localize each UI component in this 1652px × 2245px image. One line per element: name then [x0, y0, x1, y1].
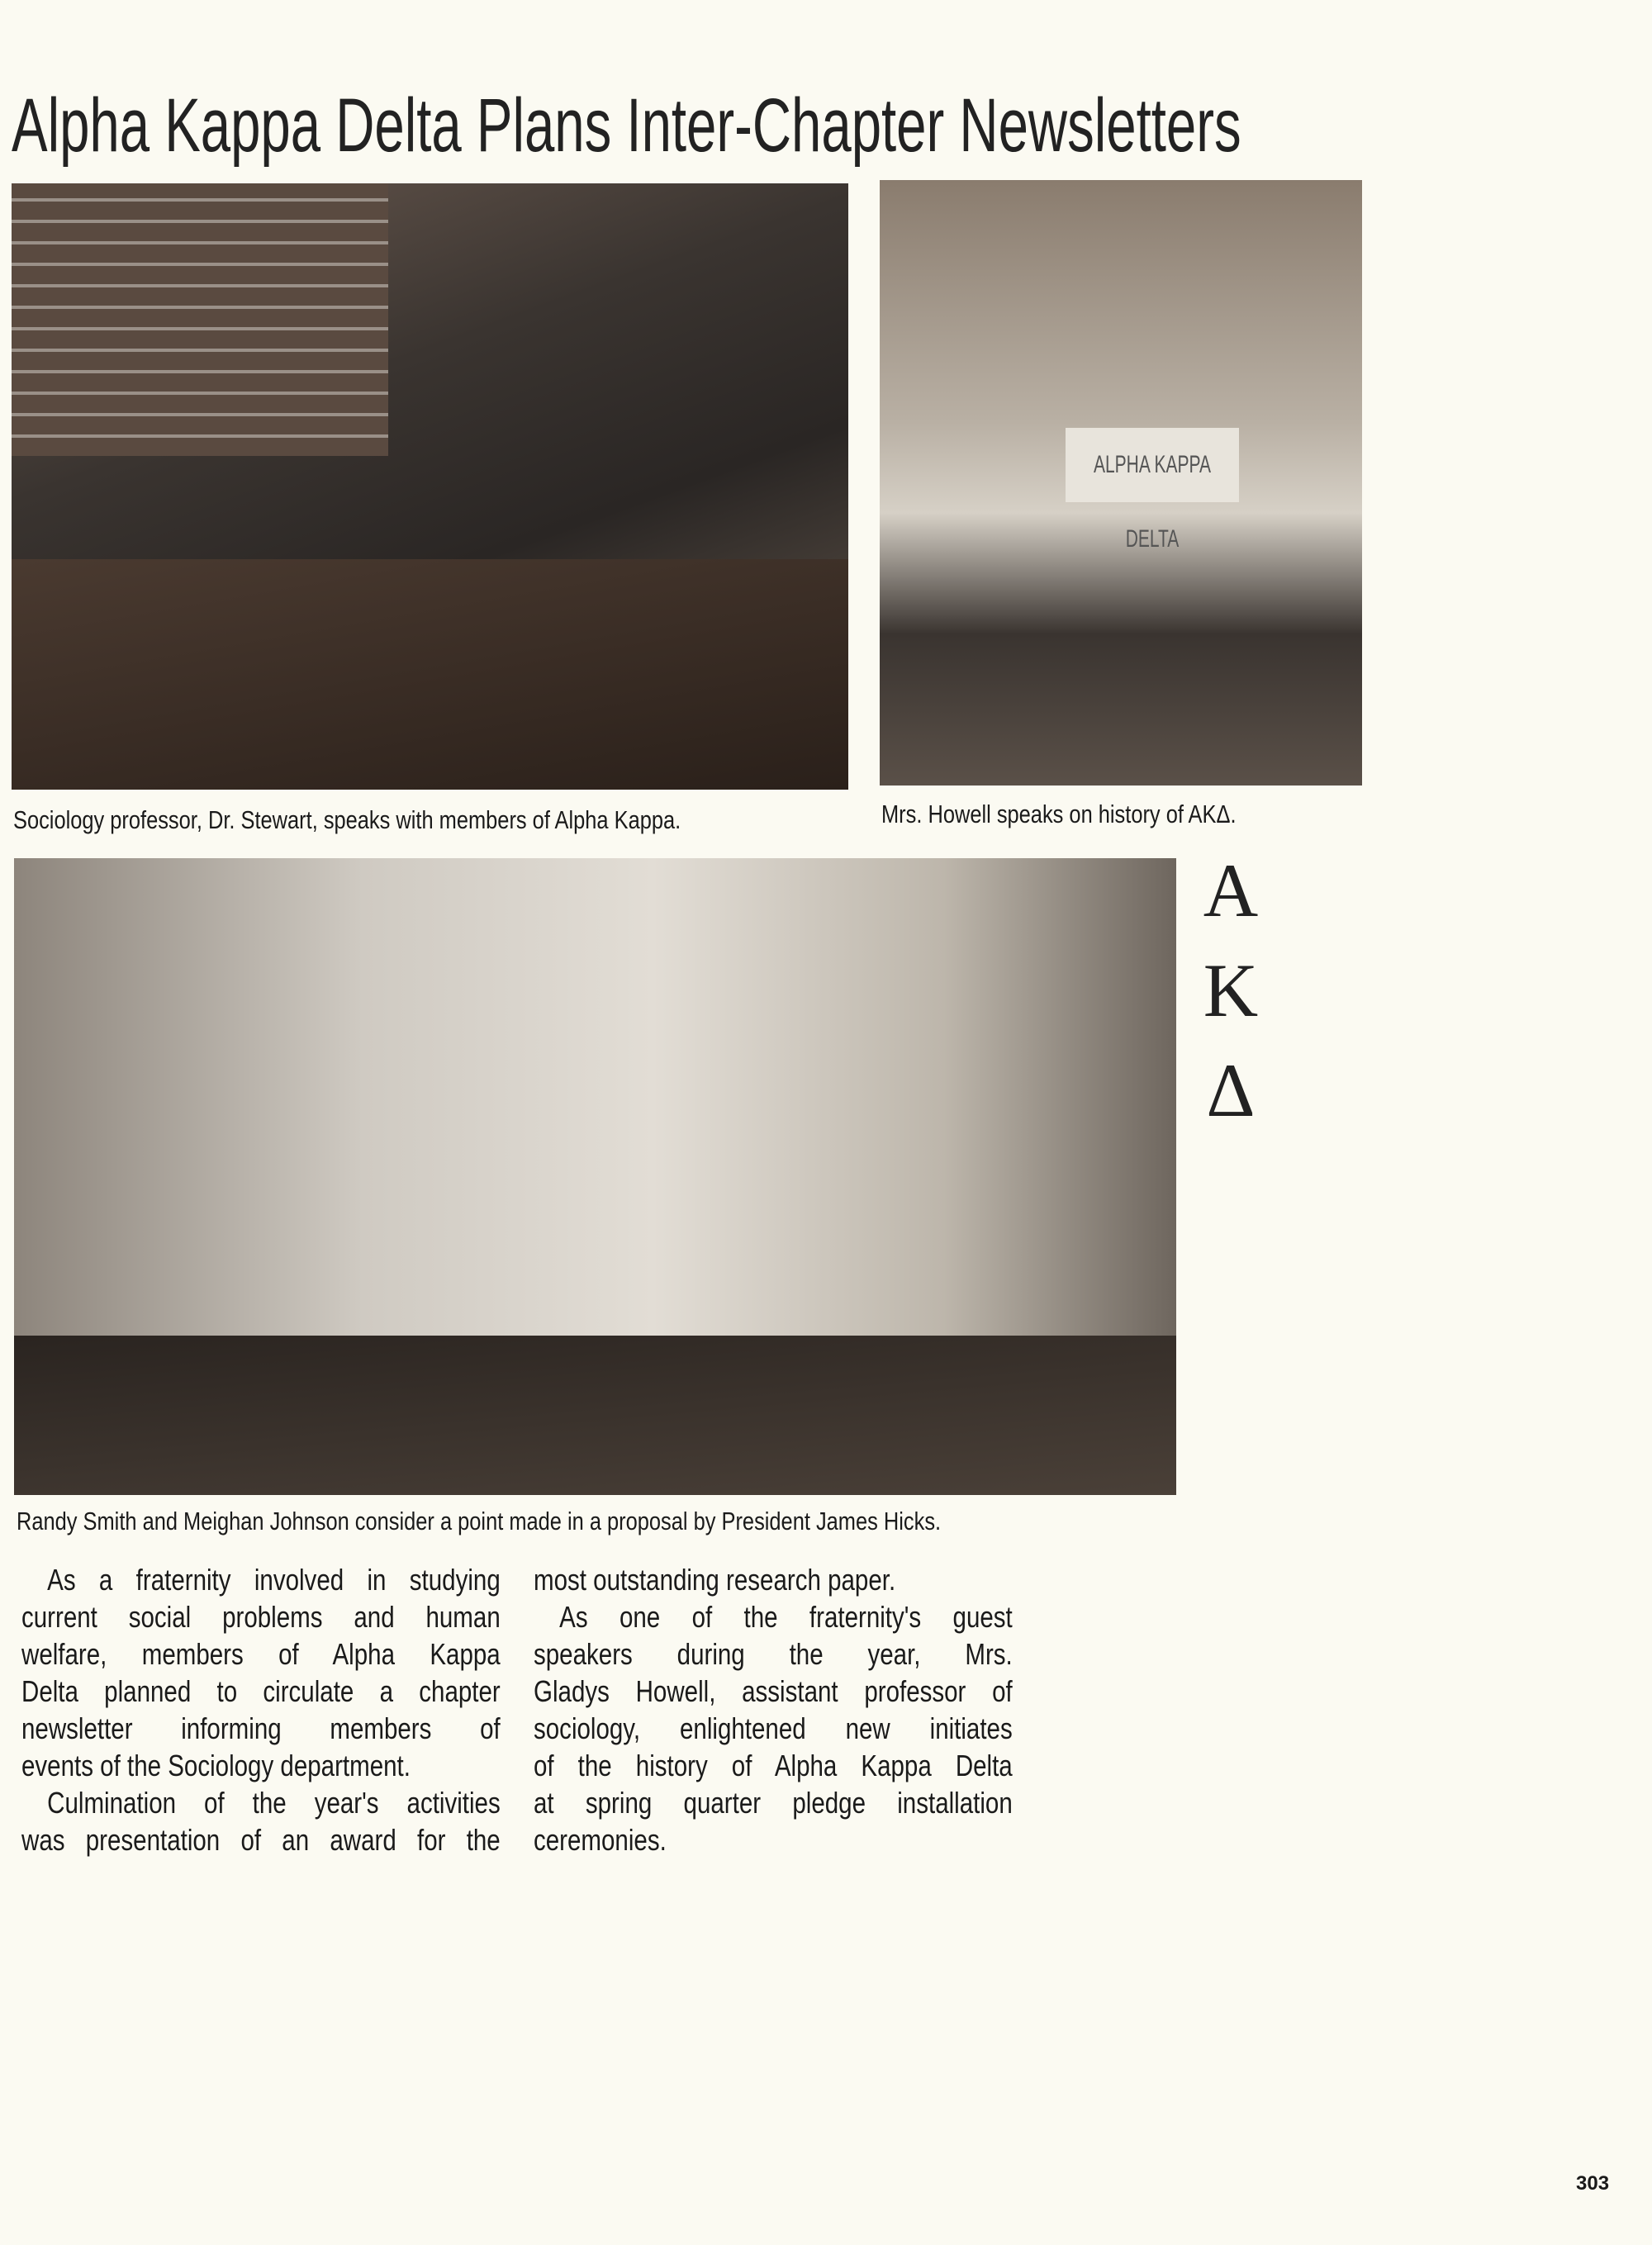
body-column-1: [21, 1561, 501, 1858]
body-line: events of the Sociology department.: [21, 1749, 411, 1782]
body-line: newsletter informing members of: [21, 1711, 501, 1745]
brick-wall: [12, 183, 388, 456]
photo-caption: Sociology professor, Dr. Stewart, speaks with members of Alpha Kappa.: [13, 805, 681, 834]
banner: ALPHA KAPPA DELTA: [1066, 428, 1239, 502]
body-line: ceremonies.: [534, 1823, 667, 1857]
greek-letter-kappa: K: [1203, 948, 1259, 1032]
photo-dr-stewart: [12, 183, 848, 790]
photo-mrs-howell: [880, 180, 1362, 786]
body-line: of the history of Alpha Kappa Delta: [534, 1749, 1013, 1782]
photo-caption: Mrs. Howell speaks on history of AKΔ.: [881, 800, 1237, 828]
body-line: As a fraternity involved in studying: [47, 1563, 501, 1597]
body-line: Delta planned to circulate a chapter: [21, 1674, 501, 1708]
body-line: Gladys Howell, assistant professor of: [534, 1674, 1013, 1708]
page-title: Alpha Kappa Delta Plans Inter-Chapter Newsletters: [12, 83, 1241, 168]
photo-randy-meighan-james: [14, 858, 1176, 1495]
page-number: 303: [1576, 2172, 1610, 2195]
table: [14, 1336, 1176, 1495]
table: [12, 559, 848, 790]
body-line: Culmination of the year's activities: [47, 1786, 501, 1820]
body-column-2: [534, 1561, 1013, 1858]
body-line: As one of the fraternity's guest: [559, 1600, 1013, 1634]
body-line: at spring quarter pledge installation: [534, 1786, 1013, 1820]
body-line: current social problems and human: [21, 1600, 501, 1634]
body-line: sociology, enlightened new initiates: [534, 1711, 1013, 1745]
body-line: welfare, members of Alpha Kappa: [21, 1637, 501, 1671]
body-line: was presentation of an award for the: [21, 1823, 501, 1857]
photo-caption: Randy Smith and Meighan Johnson consider a point made in a proposal by President James Hicks.: [17, 1507, 942, 1535]
body-line: speakers during the year, Mrs.: [534, 1637, 1013, 1671]
greek-letter-delta: Δ: [1206, 1048, 1256, 1132]
greek-letter-alpha: A: [1203, 848, 1259, 933]
body-line: most outstanding research paper.: [534, 1563, 896, 1597]
